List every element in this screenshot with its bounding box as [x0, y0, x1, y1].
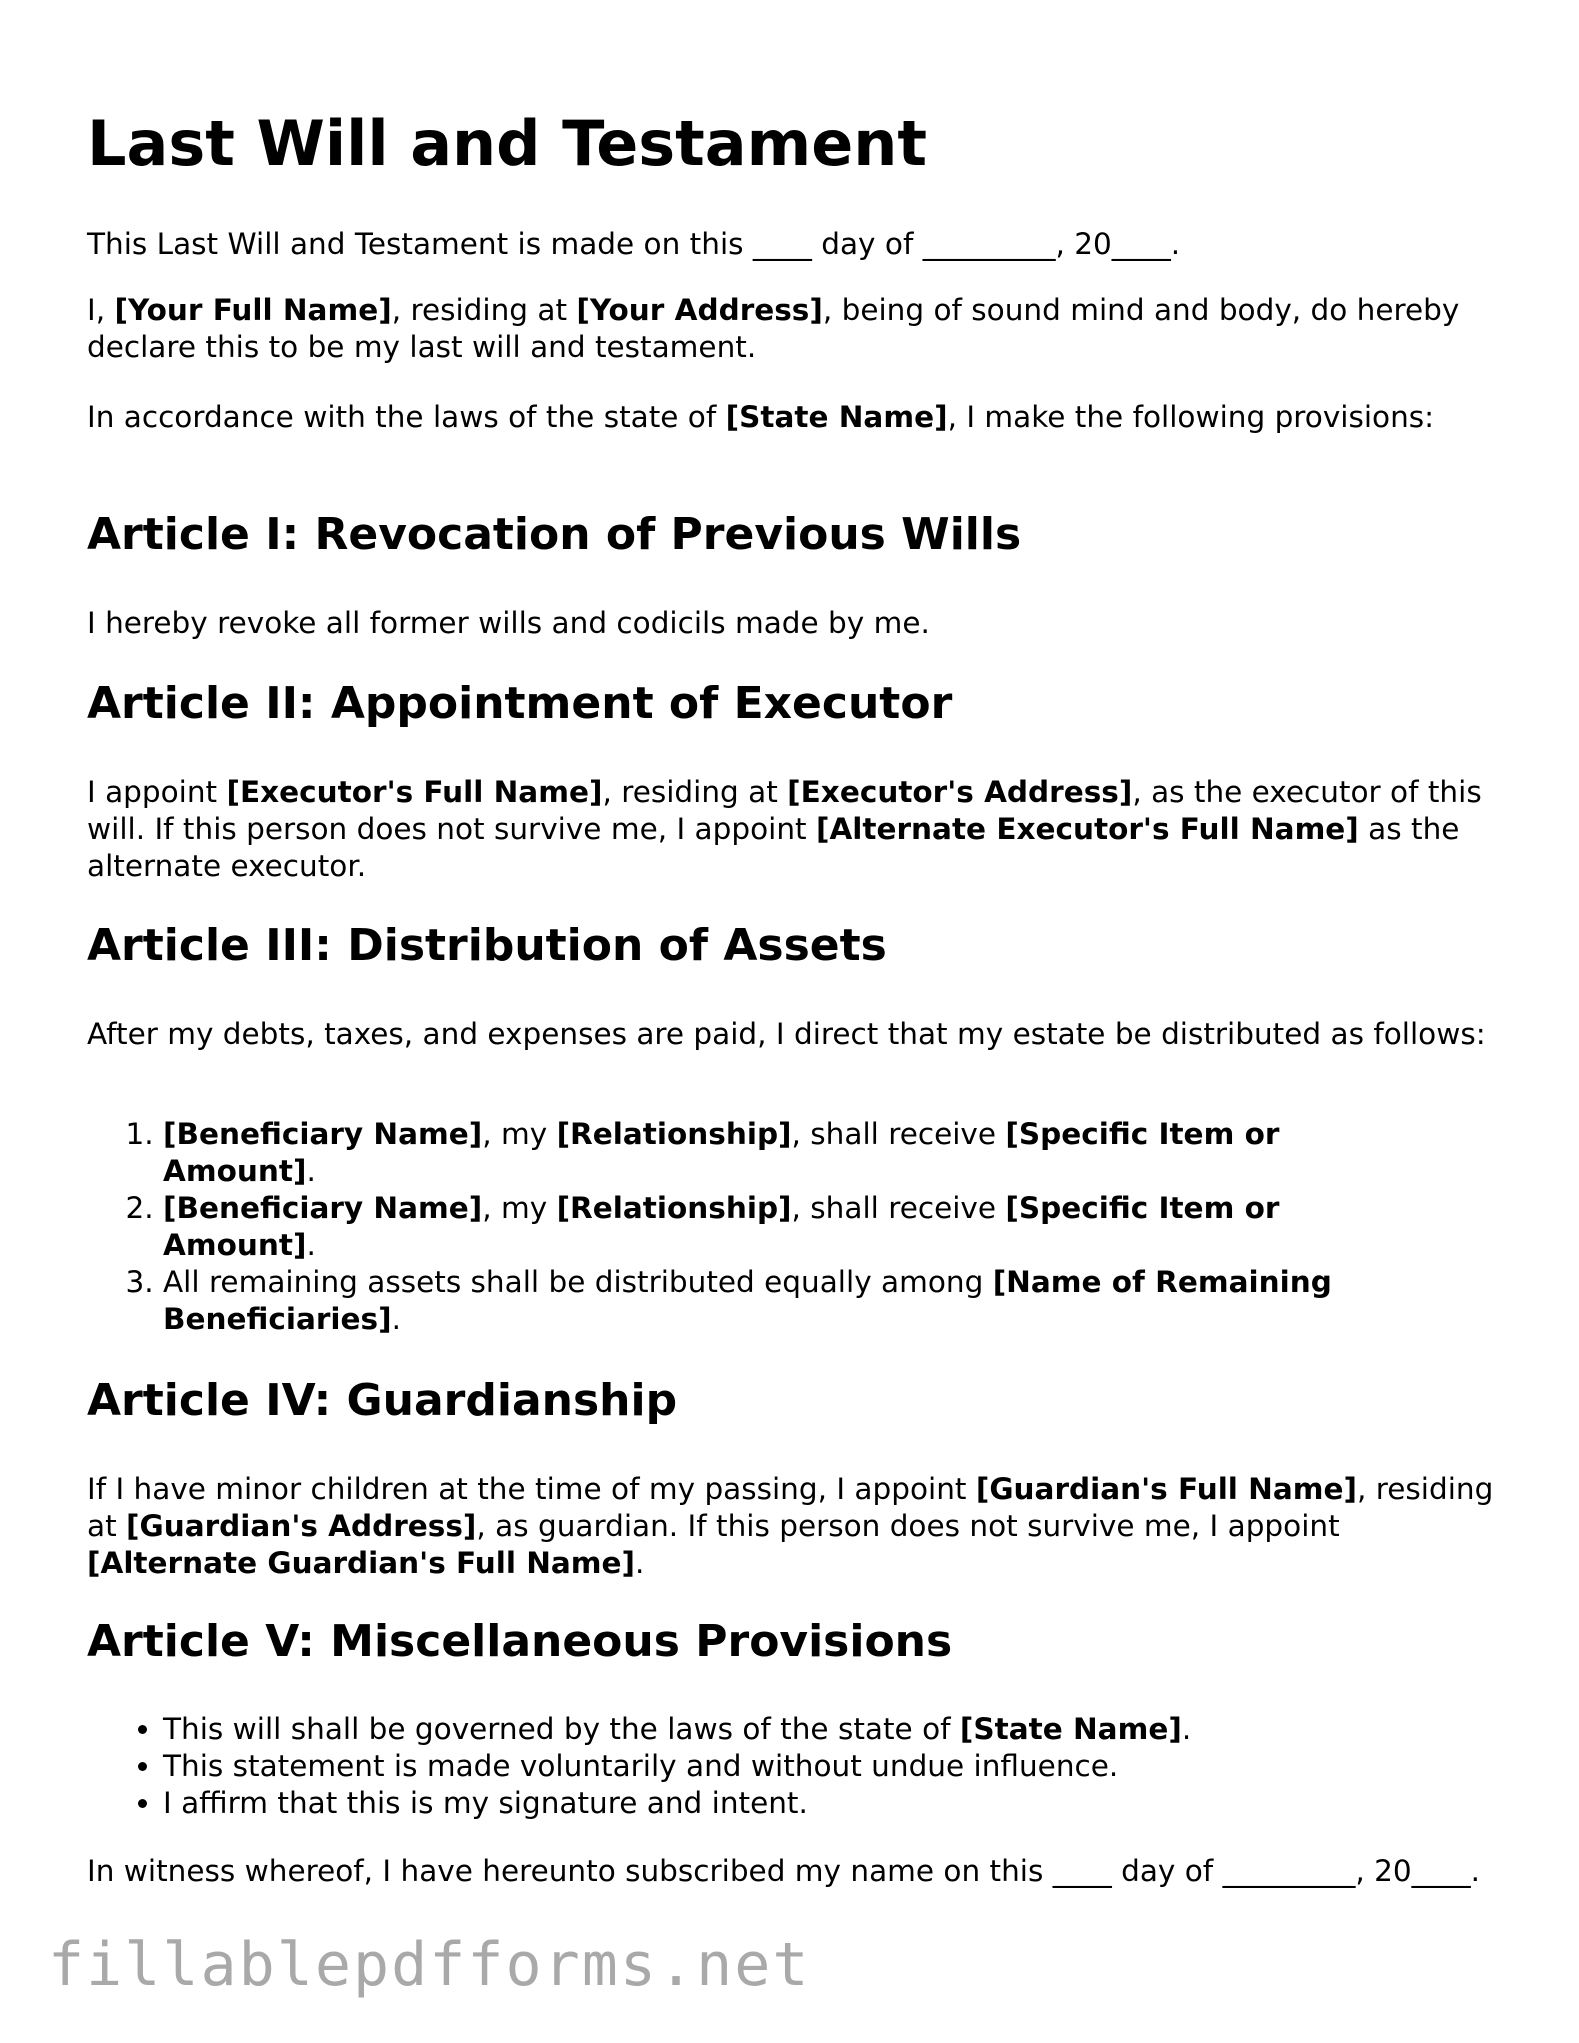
date-line: This Last Will and Testament is made on this ____ day of _________, 20____.: [87, 227, 1181, 261]
watermark: fillablepdfforms.net: [48, 1930, 811, 2000]
declaration-paragraph: [87, 292, 1507, 366]
article-3-body: [87, 1016, 1507, 1053]
list-item: 3. All remaining assets shall be distributed equally among [Name of Remaining Beneficiaries].: [163, 1264, 1377, 1338]
article-1-text: I hereby revoke all former wills and codicils made by me.: [87, 606, 930, 640]
placeholder-address: [Your Address]: [576, 293, 823, 327]
article-1-body: [87, 605, 1507, 642]
witness-line: In witness whereof, I have hereunto subscribed my name on this ____ day of _________, 20____.: [87, 1854, 1480, 1888]
list-item: 2. [Beneficiary Name], my [Relationship], shall receive [Specific Item or Amount].: [163, 1190, 1377, 1264]
law-text: In accordance with the laws of the state of [State Name], I make the following provisions:: [87, 400, 1435, 434]
date-paragraph: [87, 226, 1507, 263]
witness-paragraph: [87, 1853, 1507, 1890]
placeholder-guardian-address: [Guardian's Address]: [126, 1509, 477, 1543]
page-title: Last Will and Testament: [87, 107, 928, 180]
article-3-heading: Article III: Distribution of Assets: [87, 920, 887, 971]
law-paragraph: [87, 399, 1507, 436]
placeholder-full-name: [Your Full Name]: [114, 293, 392, 327]
article-4-body: [87, 1471, 1507, 1582]
article-1-heading: Article I: Revocation of Previous Wills: [87, 509, 1022, 560]
article-4-section: [87, 1376, 1507, 1427]
placeholder-executor-name: [Executor's Full Name]: [226, 775, 603, 809]
distribution-list: [87, 1116, 1377, 1338]
article-2-heading: Article II: Appointment of Executor: [87, 678, 953, 729]
article-2-body: [87, 774, 1507, 885]
article-4-heading: Article IV: Guardianship: [87, 1375, 678, 1426]
article-5-heading: Article V: Miscellaneous Provisions: [87, 1616, 953, 1667]
article-1-section: [87, 510, 1507, 561]
placeholder-executor-address: [Executor's Address]: [787, 775, 1133, 809]
article-2-section: [87, 679, 1507, 730]
article-3-section: [87, 921, 1507, 972]
list-item: • This will shall be governed by the laws of the state of [State Name].: [163, 1711, 1507, 1748]
article-4-text: If I have minor children at the time of my passing, I appoint [Guardian's Full Name], residing at [Guardian's Address], as guardian. If this person does not survive me, I appoint [Alternate Guardian's Full Name].: [87, 1472, 1494, 1580]
placeholder-state: [State Name]: [725, 400, 948, 434]
article-3-text: After my debts, taxes, and expenses are paid, I direct that my estate be distributed as follows:: [87, 1017, 1486, 1051]
placeholder-guardian-name: [Guardian's Full Name]: [975, 1472, 1358, 1506]
placeholder-alt-executor: [Alternate Executor's Full Name]: [815, 812, 1359, 846]
list-item: • This statement is made voluntarily and without undue influence.: [163, 1748, 1507, 1785]
article-5-section: [87, 1617, 1507, 1668]
placeholder-alt-guardian: [Alternate Guardian's Full Name]: [87, 1546, 636, 1580]
list-item: • I affirm that this is my signature and intent.: [163, 1785, 1507, 1822]
list-item: 1. [Beneficiary Name], my [Relationship], shall receive [Specific Item or Amount].: [163, 1116, 1377, 1190]
provisions-list: [87, 1711, 1507, 1822]
article-2-text: I appoint [Executor's Full Name], residing at [Executor's Address], as the executor of this will. If this person does not survive me, I appoint [Alternate Executor's Full Name] as the alternate executor.: [87, 775, 1482, 883]
declaration-text: I, [Your Full Name], residing at [Your Address], being of sound mind and body, do hereby declare this to be my last will and testament.: [87, 293, 1460, 364]
